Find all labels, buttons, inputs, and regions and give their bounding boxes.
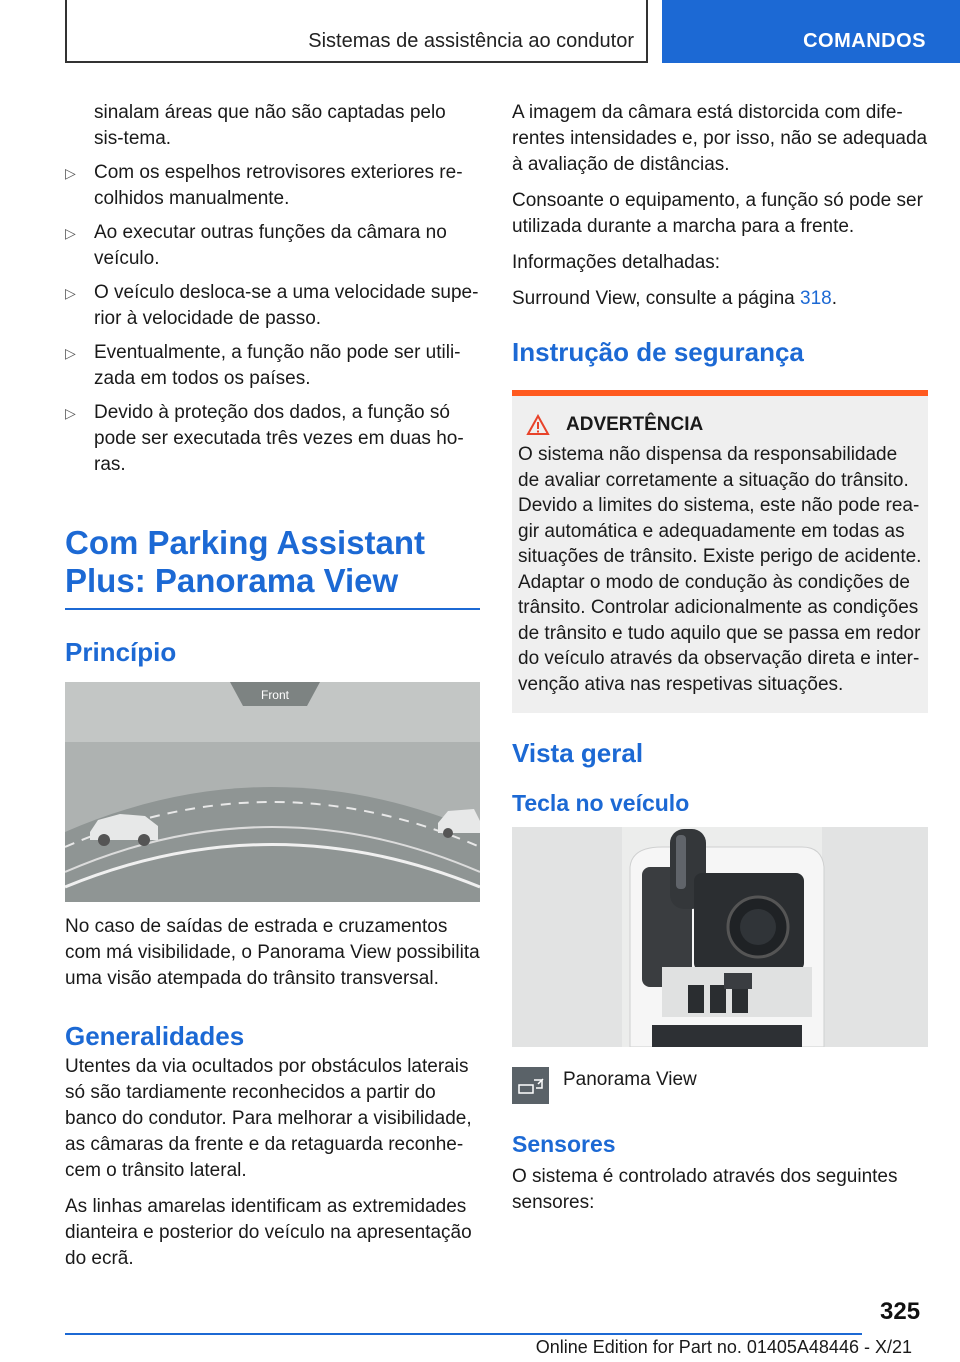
details-label: Informações detalhadas: bbox=[512, 252, 721, 273]
triangle-bullet-icon: ▷ bbox=[65, 165, 76, 181]
general-paragraph-1: Utentes da via ocultados por obstáculos laterais só são tardiamente reconhecidos a partir do banco do condutor. Para melhorar a visibilidade, as câmaras da frente e da retaguarda reconhe-cem o trânsito lateral. bbox=[65, 1056, 472, 1181]
sensors-heading: Sensores bbox=[512, 1131, 616, 1157]
footer-divider bbox=[65, 1333, 862, 1335]
general-heading: Generalidades bbox=[65, 1021, 245, 1051]
right-column bbox=[512, 100, 928, 1226]
warning-triangle-icon bbox=[526, 414, 550, 436]
figure-front-label: Front bbox=[260, 688, 290, 702]
page-number: 325 bbox=[880, 1298, 921, 1325]
bullet-continuation: sinalam áreas que não são captadas pelo sis-tema. bbox=[94, 102, 446, 149]
bullet-list bbox=[65, 160, 480, 478]
panorama-view-icon[interactable] bbox=[512, 1067, 549, 1104]
warning-header bbox=[518, 414, 922, 436]
left-column bbox=[65, 100, 480, 1282]
list-item: ▷ Eventualmente, a função não pode ser utili-zada em todos os países. bbox=[65, 342, 461, 389]
principle-text: No caso de saídas de estrada e cruzamentos com má visibilidade, o Panorama View possibilita uma visão atempada do trânsito transversal. bbox=[65, 916, 480, 989]
center-console-photo bbox=[512, 827, 928, 1047]
header-chapter-label: COMANDOS bbox=[803, 30, 926, 52]
key-label: Panorama View bbox=[563, 1069, 697, 1090]
header-chapter-tab[interactable] bbox=[662, 0, 960, 63]
list-item: ▷ Ao executar outras funções da câmara no veículo. bbox=[65, 222, 447, 269]
warning-title: ADVERTÊNCIA bbox=[566, 414, 704, 435]
triangle-bullet-icon: ▷ bbox=[65, 285, 76, 301]
sensors-text: O sistema é controlado através dos seguintes sensores: bbox=[512, 1166, 898, 1213]
equipment-text: Consoante o equipamento, a função só pode ser utilizada durante a marcha para a frente. bbox=[512, 190, 923, 237]
list-item: ▷ Devido à proteção dos dados, a função só pode ser executada três vezes em duas ho-ras. bbox=[65, 402, 464, 475]
chapter-title: Com Parking Assistant Plus: Panorama View bbox=[65, 524, 480, 610]
list-item: ▷ O veículo desloca-se a uma velocidade supe-rior à velocidade de passo. bbox=[65, 282, 479, 329]
overview-heading: Vista geral bbox=[512, 738, 644, 768]
triangle-bullet-icon: ▷ bbox=[65, 225, 76, 241]
panorama-view-illustration bbox=[65, 682, 480, 902]
warning-text: O sistema não dispensa da responsabilidade de avaliar corretamente a situação do trânsito. Devido a limites do sistema, este não pode rea-gir automática e adequadamente em todas as situações de trânsito. Existe perigo de acidente. Adaptar o modo de condução às condições de trânsito. Controlar adicionalmente as condições de trânsito e tudo aquilo que se passa em redor do veículo através da observação direta e inter-venção ativa nas respetivas situações. bbox=[518, 444, 922, 695]
camera-distortion-text: A imagem da câmara está distorcida com dife-rentes intensidades e, por isso, não se adequada à avaliação de distâncias. bbox=[512, 102, 928, 175]
reference-text: Surround View, consulte a página 318. bbox=[512, 288, 837, 309]
general-paragraph-2: As linhas amarelas identificam as extremidades dianteira e posterior do veículo na apresentação do ecrã. bbox=[65, 1196, 472, 1269]
header-section-box bbox=[65, 0, 648, 63]
triangle-bullet-icon: ▷ bbox=[65, 345, 76, 361]
safety-heading: Instrução de segurança bbox=[512, 337, 804, 367]
triangle-bullet-icon: ▷ bbox=[65, 405, 76, 421]
page-reference-link[interactable]: 318 bbox=[800, 288, 832, 309]
footer-edition: Online Edition for Part no. 01405A48446 - X/21 bbox=[535, 1337, 912, 1357]
list-item: ▷ Com os espelhos retrovisores exteriores re-colhidos manualmente. bbox=[65, 162, 463, 209]
panorama-view-key bbox=[512, 1067, 928, 1104]
button-heading: Tecla no veículo bbox=[512, 790, 690, 816]
principle-heading: Princípio bbox=[65, 637, 177, 667]
warning-box bbox=[512, 390, 928, 713]
header-section-title: Sistemas de assistência ao condutor bbox=[308, 30, 634, 52]
